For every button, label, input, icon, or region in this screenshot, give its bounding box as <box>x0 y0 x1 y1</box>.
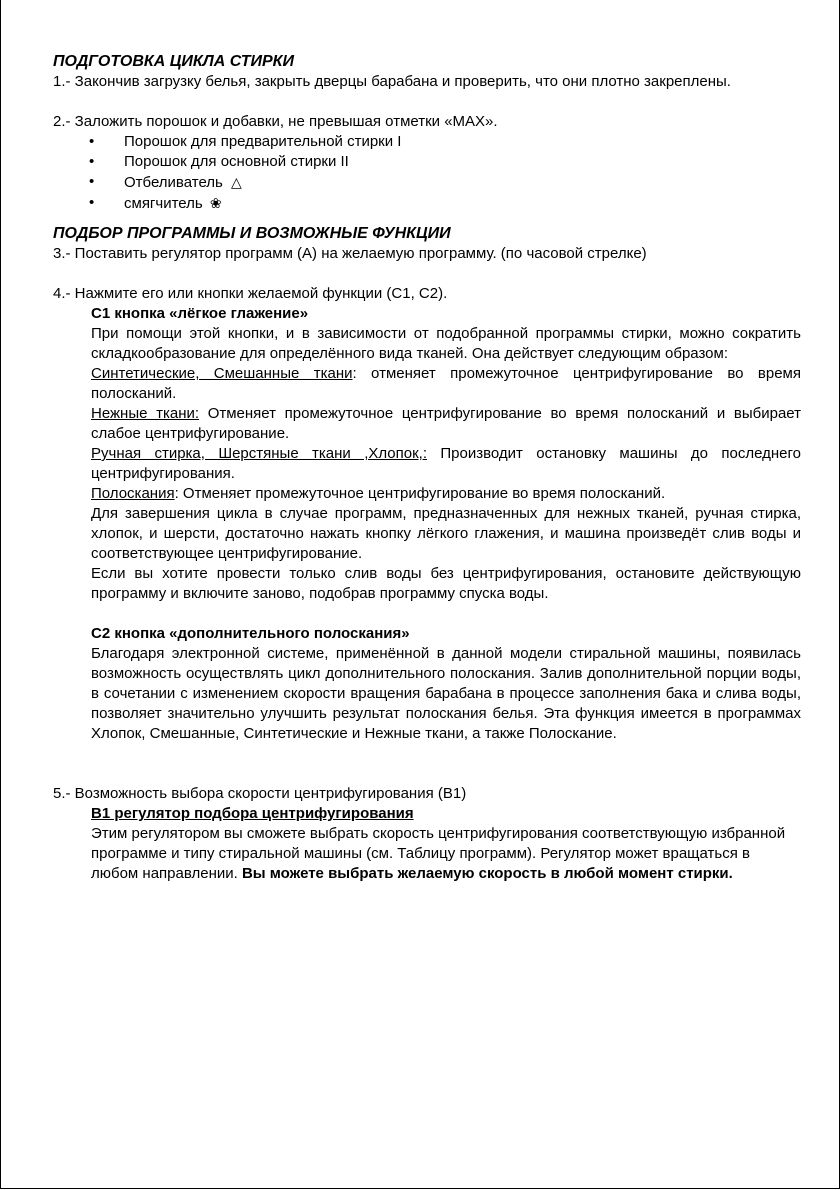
heading-wash-cycle-prep: ПОДГОТОВКА ЦИКЛА СТИРКИ <box>53 53 294 70</box>
document-content <box>53 52 801 884</box>
c1-item-handwash: Ручная стирка, Шерстяные ткани ,Хлопок,: Производит остановку машины до последнего центрифугирования. <box>91 445 801 482</box>
b1-section <box>91 804 791 884</box>
list-item: • Порошок для предварительной стирки I <box>89 133 402 150</box>
c2-title: С2 кнопка «дополнительного полоскания» <box>91 625 410 642</box>
c2-section <box>91 624 801 744</box>
c1-title: С1 кнопка «лёгкое глажение» <box>91 305 309 322</box>
list-item: • смягчитель ❀ <box>89 194 222 212</box>
list-item: • Отбеливатель △ <box>89 173 242 191</box>
step-3: 3.- Поставить регулятор программ (А) на желаемую программу. (по часовой стрелке) <box>53 245 647 262</box>
c1-item-delicate: Нежные ткани: Отменяет промежуточное центрифугирование во время полосканий и выбирает слабое центрифугирование. <box>91 405 801 442</box>
bullet-icon: • <box>89 173 95 190</box>
softener-flower-icon: ❀ <box>209 195 222 211</box>
step-5: 5.- Возможность выбора скорости центрифугирования (В1) <box>53 785 467 802</box>
b1-title: В1 регулятор подбора центрифугирования <box>91 805 414 822</box>
c1-para-3: Если вы хотите провести только слив воды без центрифугирования, остановите действующую программу и включите заново, подобрав программу спуска воды. <box>91 565 801 602</box>
bleach-triangle-icon: △ <box>231 174 242 190</box>
step-4: 4.- Нажмите его или кнопки желаемой функции (С1, С2). <box>53 285 448 302</box>
c1-section <box>91 304 801 604</box>
bullet-icon: • <box>89 153 95 170</box>
c1-para-2: Для завершения цикла в случае программ, предназначенных для нежных тканей, ручная стирка, хлопок, и шерсти, достаточно нажать кнопку лёгкого глажения, и машина произведёт слив воды и соответствующее центрифугирование. <box>91 505 801 562</box>
c1-item-synthetic: Синтетические, Смешанные ткани: отменяет промежуточное центрифугирование во время полосканий. <box>91 365 801 402</box>
bullet-icon: • <box>89 133 95 150</box>
bullet-icon: • <box>89 194 95 211</box>
c2-text: Благодаря электронной системе, применённой в данной модели стиральной машины, появилась возможность осуществлять цикл дополнительного полоскания. Залив дополнительной порции воды, в сочетании с изменением скорости вращения барабана в процессе заполнения бака и слива воды, позволяет значительно улучшить результат полоскания белья. Эта функция имеется в программах Хлопок, Смешанные, Синтетические и Нежные ткани, а также Полоскание. <box>91 645 801 742</box>
step-2: 2.- Заложить порошок и добавки, не превышая отметки «МАХ». <box>53 113 498 130</box>
list-item: • Порошок для основной стирки II <box>89 153 349 170</box>
step-1: 1.- Закончив загрузку белья, закрыть дверцы барабана и проверить, что они плотно закреплены. <box>53 73 731 90</box>
c1-intro: При помощи этой кнопки, и в зависимости от подобранной программы стирки, можно сократить складкообразование для определённого вида тканей. Она действует следующим образом: <box>91 325 801 362</box>
b1-text: Этим регулятором вы сможете выбрать скорость центрифугирования соответствующую избранной программе и типу стиральной машины (см. Таблицу программ). Регулятор может вращаться в любом направлении. Вы можете выбрать желаемую скорость в любой момент стирки. <box>91 825 786 882</box>
detergent-list <box>53 132 801 214</box>
c1-item-rinse: Полоскания: Отменяет промежуточное центрифугирование во время полосканий. <box>91 485 666 502</box>
heading-program-selection: ПОДБОР ПРОГРАММЫ И ВОЗМОЖНЫЕ ФУНКЦИИ <box>53 225 451 242</box>
